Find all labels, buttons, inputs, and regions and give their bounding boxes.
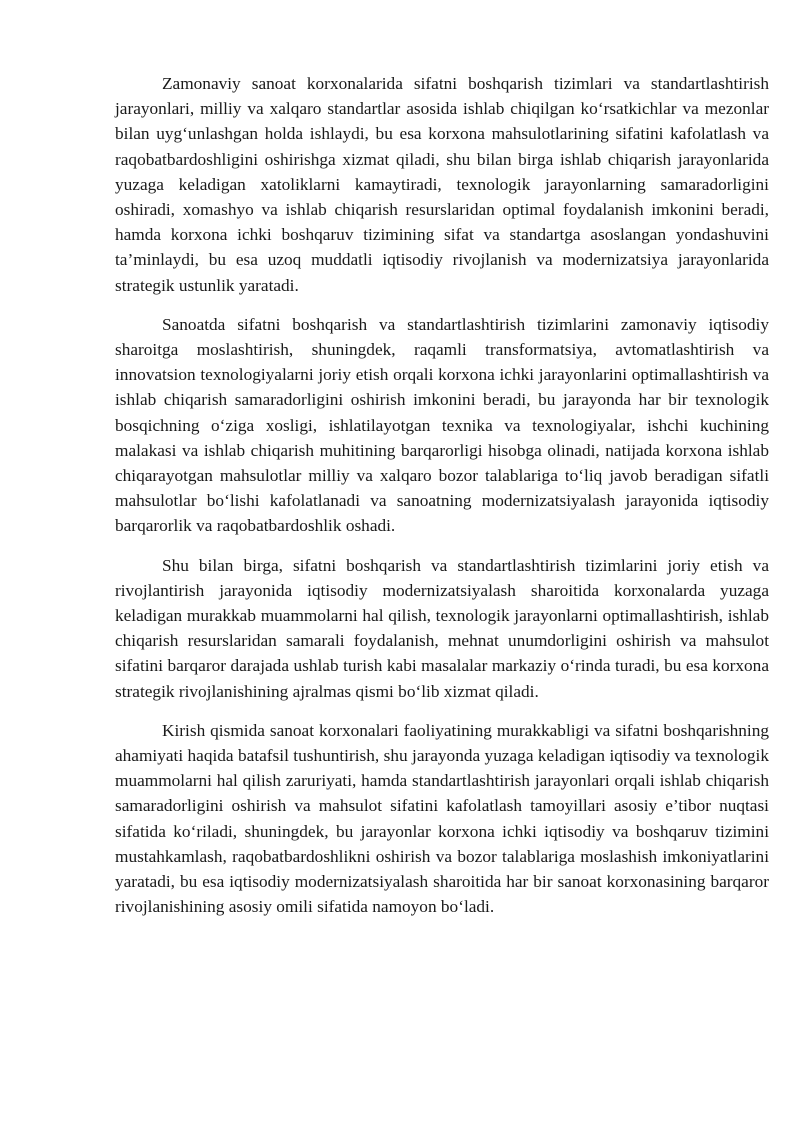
paragraph-3: Shu bilan birga, sifatni boshqarish va standartlashtirish tizimlarini joriy etish va rivojlantirish jarayonida iqtisodiy modernizatsiyalash sharoitida korxonalarda yuzaga keladigan murakkab muammolarni hal qilish, texnologik jarayonlarni optimallashtirish, ishlab chiqarish resurslaridan samarali foydalanish, mehnat unumdorligini oshirish va mahsulot sifatini barqaror darajada ushlab turish kabi masalalar markaziy oʻrinda turadi, bu esa korxona strategik rivojlanishining ajralmas qismi boʻlib xizmat qiladi. <box>115 555 769 701</box>
document-page <box>115 71 769 934</box>
paragraph-2: Sanoatda sifatni boshqarish va standartlashtirish tizimlarini zamonaviy iqtisodiy sharoitga moslashtirish, shuningdek, raqamli transformatsiya, avtomatlashtirish va innovatsion texnologiyalarni joriy etish orqali korxona ichki jarayonlarini optimallashtirish va ishlab chiqarish samaradorligini oshirish imkonini beradi, bu jarayonda har bir texnologik bosqichning oʻziga xosligi, ishlatilayotgan texnika va texnologiyalar, ishchi kuchining malakasi va ishlab chiqarish muhitining barqarorligi hisobga olinadi, natijada korxona ishlab chiqarayotgan mahsulotlar milliy va xalqaro bozor talablariga toʻliq javob beradigan sifatli mahsulotlar boʻlishi kafolatlanadi va sanoatning modernizatsiyalash jarayonida iqtisodiy barqarorlik va raqobatbardoshlik oshadi. <box>115 314 769 536</box>
paragraph-1: Zamonaviy sanoat korxonalarida sifatni boshqarish tizimlari va standartlashtirish jarayonlari, milliy va xalqaro standartlar asosida ishlab chiqilgan koʻrsatkichlar va mezonlar bilan uygʻunlashgan holda ishlaydi, bu esa korxona mahsulotlarining sifatini kafolatlash va raqobatbardoshligini oshirishga xizmat qiladi, shu bilan birga ishlab chiqarish jarayonlarida yuzaga keladigan xatoliklarni kamaytiradi, texnologik jarayonlarning samaradorligini oshiradi, xomashyo va ishlab chiqarish resurslaridan optimal foydalanish imkonini beradi, hamda korxona ichki boshqaruv tizimining sifat va standartga asoslangan yondashuvini ta’minlaydi, bu esa uzoq muddatli iqtisodiy rivojlanish va modernizatsiya jarayonlarida strategik ustunlik yaratadi. <box>115 74 769 295</box>
paragraph-4: Kirish qismida sanoat korxonalari faoliyatining murakkabligi va sifatni boshqarishning ahamiyati haqida batafsil tushuntirish, shu jarayonda yuzaga keladigan iqtisodiy va texnologik muammolarni hal qilish zaruriyati, hamda standartlashtirish jarayonlari orqali ishlab chiqarish samaradorligini oshirish va mahsulot sifatini kafolatlash tamoyillari asosiy e’tibor nuqtasi sifatida koʻriladi, shuningdek, bu jarayonlar korxona ichki iqtisodiy va boshqaruv tizimini mustahkamlash, raqobatbardoshlikni oshirish va bozor talablariga moslashish imkoniyatlarini yaratadi, bu esa iqtisodiy modernizatsiyalash sharoitida har bir sanoat korxonasining barqaror rivojlanishining asosiy omili sifatida namoyon boʻladi. <box>115 720 769 917</box>
